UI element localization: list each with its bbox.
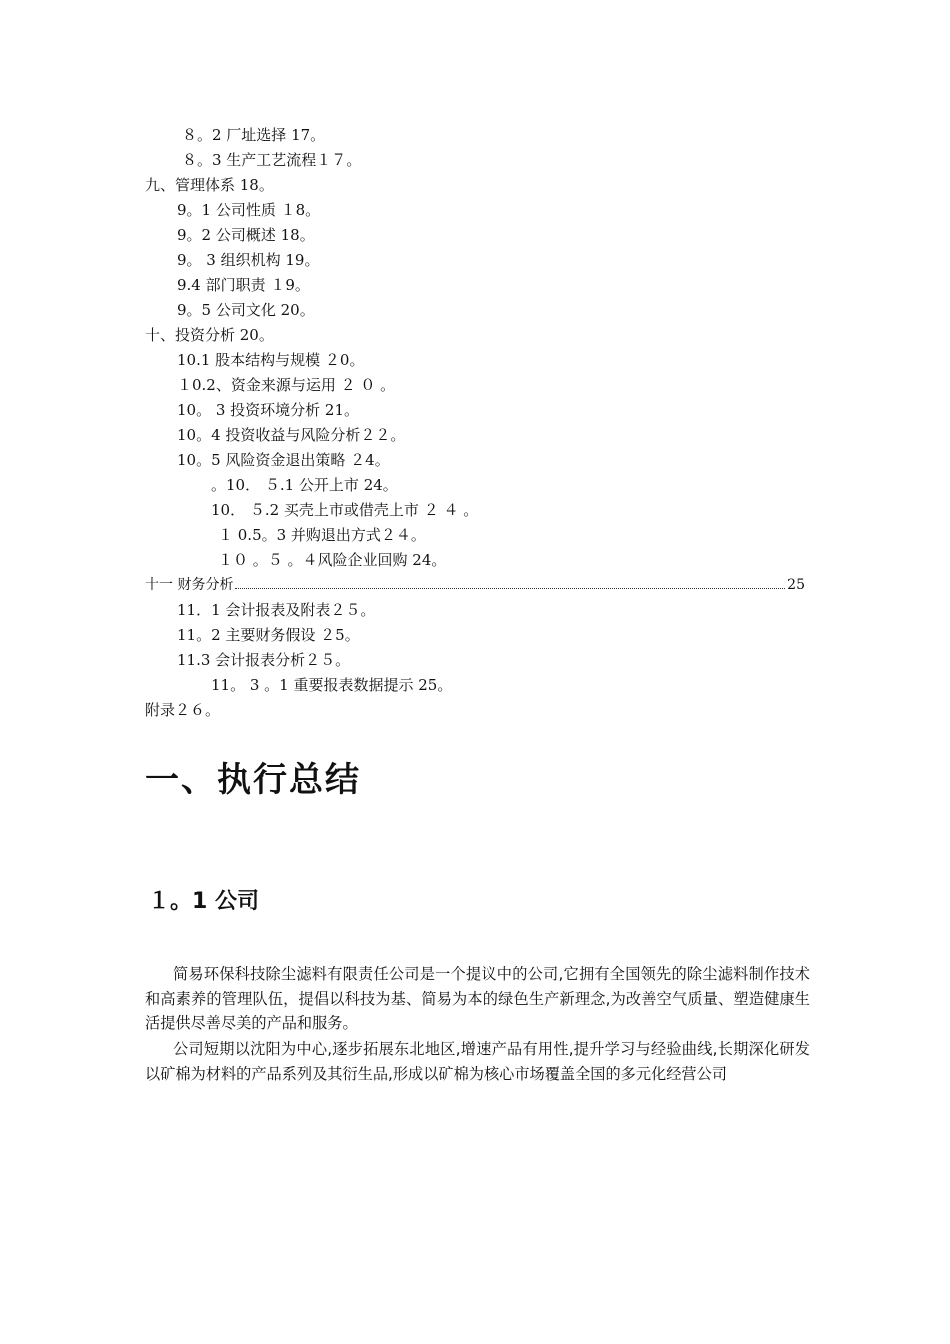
toc-entry[interactable]: 10。5 风险资金退出策略 ２4。 (177, 451, 390, 469)
toc-entry[interactable]: 10。 3 投资环境分析 21。 (177, 401, 360, 419)
toc-entry[interactable]: １ 0.5。3 并购退出方式２４。 (218, 526, 426, 544)
toc-entry[interactable]: 九、管理体系 18。 (145, 176, 274, 194)
toc-entry[interactable]: ８。2 厂址选择 17。 (182, 126, 326, 144)
toc-entry[interactable]: 9.4 部门职责 １9。 (177, 276, 310, 294)
toc-entry-label: 十一 财务分析 (145, 577, 234, 593)
toc-entry[interactable]: 11．1 会计报表及附表２５。 (177, 601, 376, 619)
table-of-contents (0, 123, 950, 723)
toc-entry[interactable]: １0.2、资金来源与运用 ２ ０ 。 (177, 376, 396, 394)
toc-entry[interactable]: 9。2 公司概述 18。 (177, 226, 315, 244)
toc-entry[interactable]: 9。5 公司文化 20。 (177, 301, 315, 319)
toc-entry[interactable]: 十、投资分析 20。 (145, 326, 274, 344)
body-paragraph: 公司短期以沈阳为中心,逐步拓展东北地区,增速产品有用性,提升学习与经验曲线,长期深化研发以矿棉为材料的产品系列及其衍生品,形成以矿棉为核心市场覆盖全国的多元化经营公司 (145, 1040, 810, 1083)
subsection-heading: １。1 公司 (148, 889, 259, 914)
toc-page-number: 25 (787, 577, 805, 593)
toc-entry[interactable]: 11。2 主要财务假设 ２5。 (177, 626, 360, 644)
toc-entry[interactable]: １０ 。５ 。４风险企业回购 24。 (218, 551, 447, 569)
toc-entry[interactable]: 10． ５.2 买壳上市或借壳上市 ２ ４ 。 (211, 501, 479, 519)
body-paragraph: 简易环保科技除尘滤料有限责任公司是一个提议中的公司,它拥有全国领先的除尘滤料制作技术和高素养的管理队伍，提倡以科技为基、简易为本的绿色生产新理念,为改善空气质量、塑造健康生活提供尽善尽美的产品和服务。 (145, 965, 810, 1032)
toc-entry[interactable]: 附录２６。 (145, 701, 221, 719)
section-heading: 一、执行总结 (145, 760, 361, 800)
toc-dot-leader (235, 574, 785, 589)
toc-entry[interactable]: 。10． ５.1 公开上市 24。 (211, 476, 398, 494)
toc-entry[interactable]: 9。 3 组织机构 19。 (177, 251, 320, 269)
toc-entry[interactable]: 11。 3 。1 重要报表数据提示 25。 (211, 676, 453, 694)
toc-entry[interactable]: 10。4 投资收益与风险分析２２。 (177, 426, 406, 444)
toc-entry[interactable]: 9。1 公司性质 １8。 (177, 201, 321, 219)
toc-entry-dotted[interactable] (0, 573, 950, 598)
toc-entry[interactable]: 11.3 会计报表分析２５。 (177, 651, 351, 669)
toc-entry[interactable]: 10.1 股本结构与规模 ２0。 (177, 351, 365, 369)
toc-entry[interactable]: ８。3 生产工艺流程１７。 (182, 151, 362, 169)
